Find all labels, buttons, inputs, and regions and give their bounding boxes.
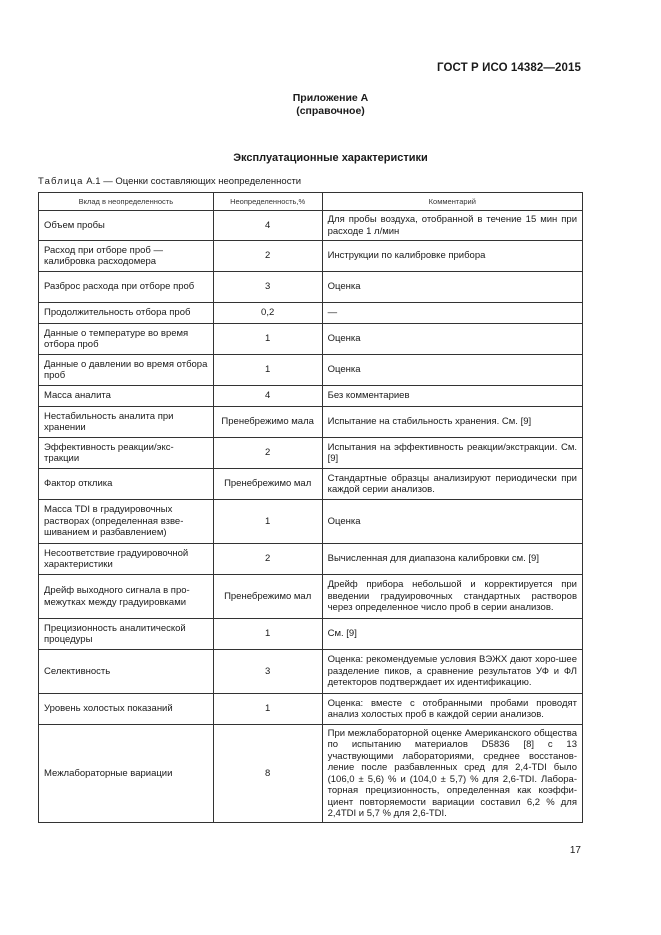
table-row	[39, 211, 583, 241]
uncertainty-cell: 1	[213, 500, 322, 544]
comment-cell: При межлабораторной оценке Американского общества по испытанию материалов D5836 [8] с 13 участвующими лабораториями, среднее восстанов-ление после разбавленных сред для 2,4-TDI было (106,0 ± 5,6) % и (104,0 ± 5,7) % для 2,6-TDI. Лабора-торная прецизионность, определенная как коэффи-циент повторяемости вариации составил 6,2 % для 2,4TDI и 5,7 % для 2,6-TDI.	[322, 725, 582, 823]
uncertainty-cell: Пренебрежимо мал	[213, 469, 322, 500]
factor-cell: Продолжительность отбора проб	[39, 303, 214, 324]
table-row	[39, 619, 583, 650]
table-row	[39, 694, 583, 725]
uncertainty-cell: 3	[213, 650, 322, 694]
comment-cell: Для пробы воздуха, отобранной в течение 15 мин при расходе 1 л/мин	[322, 211, 582, 241]
uncertainty-cell: 2	[213, 241, 322, 272]
table-row	[39, 386, 583, 407]
table-row	[39, 575, 583, 619]
page-number: 17	[569, 845, 581, 856]
table-caption-number: А.1	[86, 176, 101, 187]
factor-cell: Селективность	[39, 650, 214, 694]
comment-cell: Инструкции по калибровке прибора	[322, 241, 582, 272]
factor-cell: Фактор отклика	[39, 469, 214, 500]
factor-cell: Несоответствие градуировочной характеристики	[39, 544, 214, 575]
uncertainty-cell: Пренебрежимо мала	[213, 407, 322, 438]
uncertainty-cell: 3	[213, 272, 322, 303]
uncertainty-cell: 4	[213, 211, 322, 241]
uncertainty-cell: 4	[213, 386, 322, 407]
comment-cell: Стандартные образцы анализируют периодически при каждой серии анализов.	[322, 469, 582, 500]
table-row	[39, 324, 583, 355]
factor-cell: Объем пробы	[39, 211, 214, 241]
factor-cell: Прецизионность аналитической процедуры	[39, 619, 214, 650]
factor-cell: Дрейф выходного сигнала в про-межутках между градуировками	[39, 575, 214, 619]
table-body	[39, 211, 583, 823]
comment-cell: Испытание на стабильность хранения. См. [9]	[322, 407, 582, 438]
comment-cell: Оценка	[322, 324, 582, 355]
table-row	[39, 355, 583, 386]
uncertainty-cell: 8	[213, 725, 322, 823]
factor-cell: Данные о давлении во время отбора проб	[39, 355, 214, 386]
comment-cell: Вычисленная для диапазона калибровки см. [9]	[322, 544, 582, 575]
factor-cell: Межлабораторные вариации	[39, 725, 214, 823]
comment-cell: Оценка	[322, 500, 582, 544]
factor-cell: Нестабильность аналита при хранении	[39, 407, 214, 438]
table-row	[39, 241, 583, 272]
uncertainty-cell: Пренебрежимо мал	[213, 575, 322, 619]
comment-cell: Без комментариев	[322, 386, 582, 407]
factor-cell: Масса аналита	[39, 386, 214, 407]
uncertainty-cell: 1	[213, 324, 322, 355]
comment-cell: Оценка: вместе с отобранными пробами проводят анализ холостых проб в каждой серии анализов.	[322, 694, 582, 725]
appendix-heading	[0, 92, 661, 118]
table-row	[39, 407, 583, 438]
uncertainty-cell: 0,2	[213, 303, 322, 324]
appendix-subtitle: (справочное)	[296, 105, 365, 117]
uncertainty-cell: 2	[213, 544, 322, 575]
table-caption	[38, 176, 301, 187]
table-caption-label: Таблица	[38, 176, 84, 187]
factor-cell: Разброс расхода при отборе проб	[39, 272, 214, 303]
uncertainty-table	[38, 192, 583, 823]
factor-cell: Эффективность реакции/экс-тракции	[39, 438, 214, 469]
factor-cell: Расход при отборе проб — калибровка расходомера	[39, 241, 214, 272]
section-title: Эксплуатационные характеристики	[233, 152, 428, 164]
uncertainty-cell: 1	[213, 694, 322, 725]
header-comment: Комментарий	[322, 193, 582, 211]
comment-cell: См. [9]	[322, 619, 582, 650]
table-row	[39, 650, 583, 694]
factor-cell: Данные о температуре во время отбора проб	[39, 324, 214, 355]
comment-cell: Дрейф прибора небольшой и корректируется при введении градуировочных стандартных растворов через определенное число проб в серии анализов.	[322, 575, 582, 619]
uncertainty-cell: 1	[213, 355, 322, 386]
table-row	[39, 469, 583, 500]
table-row	[39, 303, 583, 324]
table-row	[39, 500, 583, 544]
header-contribution: Вклад в неопределенность	[39, 193, 214, 211]
comment-cell: Оценка	[322, 272, 582, 303]
uncertainty-cell: 2	[213, 438, 322, 469]
uncertainty-cell: 1	[213, 619, 322, 650]
appendix-title: Приложение А	[292, 92, 369, 104]
comment-cell: Оценка: рекомендуемые условия ВЭЖХ дают хоро-шее разделение пиков, а сравнение результатов УФ и ФЛ детекторов подтверждает их идентификацию.	[322, 650, 582, 694]
comment-cell: Испытания на эффективность реакции/экстракции. См. [9]	[322, 438, 582, 469]
table-row	[39, 544, 583, 575]
table-caption-text: — Оценки составляющих неопределенности	[100, 176, 302, 187]
comment-cell: Оценка	[322, 355, 582, 386]
table-row	[39, 272, 583, 303]
header-uncertainty: Неопределенность,%	[213, 193, 322, 211]
document-code: ГОСТ Р ИСО 14382—2015	[436, 62, 581, 74]
table-header-row	[39, 193, 583, 211]
comment-cell: —	[322, 303, 582, 324]
factor-cell: Масса TDI в градуировочных растворах (определенная взве-шиванием и разбавлением)	[39, 500, 214, 544]
table-row	[39, 725, 583, 823]
table-row	[39, 438, 583, 469]
factor-cell: Уровень холостых показаний	[39, 694, 214, 725]
